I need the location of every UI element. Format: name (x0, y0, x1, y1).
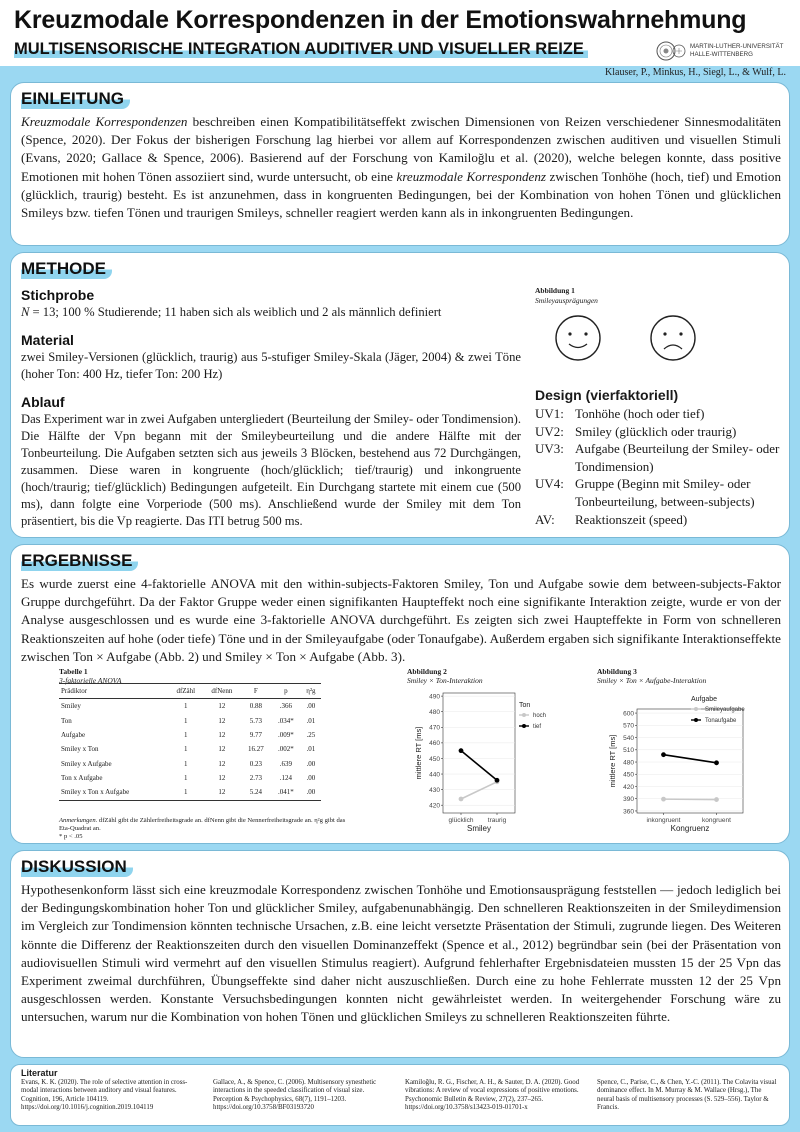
table-cell: .01 (306, 716, 316, 725)
data-point (495, 778, 500, 783)
poster-subtitle: MULTISENSORISCHE INTEGRATION AUDITIVER UND VISUELLER REIZE (14, 40, 588, 59)
ablauf-heading: Ablauf (21, 394, 65, 410)
table-cell: 12 (218, 774, 226, 783)
literatur-heading: Literatur (21, 1068, 58, 1078)
x-tick-label: kongruent (702, 817, 731, 824)
stichprobe-heading: Stichprobe (21, 287, 95, 303)
einleitung-text (21, 113, 781, 222)
legend-marker (522, 724, 526, 728)
col-header: η²g (301, 684, 321, 699)
stichprobe-n: N (21, 305, 30, 319)
x-tick-label: glücklich (448, 817, 474, 824)
smiley-figure (531, 309, 731, 367)
section-diskussion (10, 850, 790, 1058)
table1-caption: 3-faktorielle ANOVA (59, 676, 122, 685)
table-row (59, 728, 321, 742)
y-tick-label: 450 (429, 755, 440, 763)
table-cell: .009* (277, 730, 294, 739)
col-header: dfZähl (169, 684, 203, 699)
design-value: Aufgabe (Beurteilung der Smiley- oder Tondimension) (575, 441, 780, 474)
anova-table (59, 683, 321, 801)
table-cell: .366 (279, 702, 292, 711)
table-cell: .00 (301, 785, 321, 800)
legend-title: Ton (519, 702, 531, 709)
legend-marker (694, 718, 698, 722)
design-item (535, 423, 785, 441)
y-tick-label: 450 (623, 771, 634, 779)
legend-marker (694, 707, 698, 711)
col-header: p (271, 684, 301, 699)
table-cell: .034* (277, 716, 294, 725)
table-cell: 12 (203, 785, 241, 800)
legend-label: hoch (533, 713, 547, 719)
legend-title: Aufgabe (691, 696, 718, 703)
section-einleitung (10, 82, 790, 246)
author-list: Klauser, P., Minkus, H., Siegl, L., & Wulf, L. (605, 67, 786, 78)
design-item (535, 440, 785, 475)
y-tick-label: 420 (429, 802, 440, 810)
table-note-sig: * p < .05 (59, 833, 83, 841)
y-axis-label: mittlere RT [ms] (414, 726, 423, 780)
table-cell: 12 (218, 716, 226, 725)
university-line-1: MARTIN-LUTHER-UNIVERSITÄT (690, 43, 784, 50)
table-cell: .25 (306, 730, 316, 739)
table-cell: 5.24 (241, 785, 271, 800)
design-list (535, 405, 785, 528)
happy-smiley-icon (556, 316, 600, 360)
table-cell: .00 (306, 774, 316, 783)
table-note-em: Anmerkungen. (59, 817, 98, 824)
table-cell: 1 (184, 716, 188, 725)
table-row (59, 771, 321, 785)
reference-item: Evans, K. K. (2020). The role of selective attention in cross-modal interactions between auditory and visual features. Cognition, 196, Article 104119. https://doi.org/10.1016/j.cognition.2019.104119 (21, 1079, 188, 1112)
y-tick-label: 460 (429, 740, 440, 748)
table-cell: 12 (218, 745, 226, 754)
table-cell: .639 (279, 759, 292, 768)
design-key: UV4: (535, 476, 564, 492)
table-cell: .002* (277, 745, 294, 754)
university-line-2: HALLE-WITTENBERG (690, 50, 753, 58)
ergebnisse-heading: ERGEBNISSE (21, 551, 138, 571)
ablauf-text: Das Experiment war in zwei Aufgaben untergliedert (Beurteilung der Smiley- oder Tondimension). Die Hälfte der Vpn begann mit der Smileybeurteilung und die andere Hälfte mit der Tonbeurteilung. Die Aufgaben setzten sich aus jeweils 3 Blöcken, bestehend aus 72 Durchgängen, zusammen. Diese waren in kongruente (hoch/glücklich; tief/traurig) und inkongruente (hoch/traurig; tief/glücklich) Bedingungen aufgeteilt. Ein Durchgang startete mit einem cue (500 ms), dann folgte eine Vorperiode (500 ms). Anschließend wurde der Smiley mit dem Ton präsentiert, bis die Vp reagierte. Das ITI betrug 500 ms. (21, 412, 521, 528)
table-cell: 0.23 (249, 759, 262, 768)
y-tick-label: 440 (429, 771, 440, 779)
table-cell: 1 (184, 745, 188, 754)
figure2-caption: Smiley × Ton-Interaktion (407, 676, 483, 685)
table-cell: Smiley (61, 702, 81, 711)
reference-item: Spence, C., Parise, C., & Chen, Y.-C. (2011). The Colavita visual dominance effect. In M. Murray & M. Wallace (Hrsg.), The neural basis of multisensory processes (S. 529–556). Taylor & Francis. (597, 1079, 777, 1112)
table-cell: Smiley x Ton x Aufgabe (59, 785, 169, 800)
table-cell: 12 (218, 702, 226, 711)
design-item (535, 475, 785, 510)
table-cell: 9.77 (249, 730, 262, 739)
table-row (59, 757, 321, 771)
table-cell: .00 (306, 759, 316, 768)
table-cell: 16.27 (248, 745, 264, 754)
table-cell: 0.88 (249, 702, 262, 711)
legend-marker (522, 713, 526, 717)
y-tick-label: 570 (623, 722, 634, 730)
table-note-text: dfZähl gibt die Zählerfreiheitsgrade an. dfNenn gibt die Nennerfreiheitsgrade an. η²g gibt das Eta-Quadrat an. (59, 817, 346, 833)
diskussion-text: Hypothesenkonform lässt sich eine kreuzmodale Korrespondenz zwischen Tonhöhe und Emotionsausprägung feststellen — jedoch lediglich bei der Bedingungskombination hoher Ton und glücklicher Smiley, aufgabenunabhängig. Den schnelleren Reaktionszeiten in der Smileydimension im Vergleich zur Tondimension könnten technische Ursachen, z.B. eine leicht versetzte Präsentation der Stimuli, zugrunde liegen. Des Weiteren könnte die Differenz der Reaktionszeiten durch den visuellen Dominanzeffekt (Spence et al., 2012) begründbar sein (bei der Präsentation von audiovisuellen Stimuli wird vermehrt auf den visuellen Stimulus reagiert). Aufgrund fehlerhafter Ergebnisdateien mussten 15 der 25 Vpn das Experiment zweimal durchführen, Übungseffekte sind daher nicht auszuschließen. Durch eine zu hohe Fehlerrate mussten 12 der 25 Vpn ausgeschlossen werden. Konstante Versuchsbedingungen konnten nicht gewährleistet werden. In weitergehender Forschung wäre zu untersuchen, warum nur die Kombination von hohen Tönen und glücklichen Smileys zu schnelleren Reaktionszeiten führte. (21, 882, 781, 1025)
table-cell: Aufgabe (61, 730, 86, 739)
table-cell: 1 (184, 730, 188, 739)
einleitung-heading: EINLEITUNG (21, 89, 130, 109)
data-point (714, 797, 719, 802)
section-ergebnisse (10, 544, 790, 844)
data-point (714, 760, 719, 765)
data-point (661, 752, 666, 757)
einleitung-part-2: zwischen Tonhöhe (hoch, tief) und Emotion (glücklich, traurig) besteht. Es ist anzunehmen, dass in kongruenten Bedingungen, bei der Kombination von hohen Tönen und glücklichen Smileys bzw. tiefen Tönen und traurigen Smileys, schneller reagiert werden kann als in inkongruenten Bedingungen. (21, 168, 781, 221)
diskussion-heading: DISKUSSION (21, 857, 133, 877)
legend-label: Tonaufgabe (705, 718, 737, 724)
chart-smiley-ton-aufgabe (593, 687, 773, 839)
data-point (459, 748, 464, 753)
y-tick-label: 480 (429, 709, 440, 717)
table-cell: Smiley x Aufgabe (61, 759, 112, 768)
table-row (59, 742, 321, 756)
table-cell: 1 (184, 759, 188, 768)
einleitung-em-2: kreuzmodale Korrespondenz (396, 168, 547, 184)
reference-item: Kamiloğlu, R. G., Fischer, A. H., & Sauter, D. A. (2020). Good vibrations: A review of vocal expressions of positive emotions. Psychonomic Bulletin & Review, 27(2), 237–265. https://doi.org/10.3758/s13423-019-01701-x (405, 1079, 580, 1112)
table-cell: .00 (306, 702, 316, 711)
data-point (459, 797, 464, 802)
design-item (535, 405, 785, 423)
design-key: UV3: (535, 441, 564, 457)
figure3-caption: Smiley × Ton × Aufgabe-Interaktion (597, 676, 707, 685)
section-literatur (10, 1064, 790, 1126)
x-tick-label: traurig (487, 817, 507, 824)
material-text: zwei Smiley-Versionen (glücklich, traurig) aus 5-stufiger Smiley-Skala (Jäger, 2004) & zwei Töne (hoher Ton: 400 Hz, tiefer Ton: 200 Hz) (21, 350, 521, 381)
x-axis-label: Smiley (466, 824, 492, 833)
table-cell: 1 (184, 774, 188, 783)
y-tick-label: 540 (623, 734, 634, 742)
design-value: Reaktionszeit (speed) (575, 511, 688, 527)
design-item (535, 511, 785, 529)
material-heading: Material (21, 332, 74, 348)
university-name (690, 43, 783, 58)
table-cell: Smiley x Ton (61, 745, 99, 754)
figure2-label: Abbildung 2 (407, 667, 447, 676)
x-tick-label: inkongruent (646, 817, 681, 824)
table-cell: Ton x Aufgabe (61, 774, 103, 783)
chart-smiley-ton (403, 687, 571, 839)
einleitung-part-1: beschreiben einen Kompatibilitätseffekt zwischen Dimensionen von Reizen verschiedener Sinnesmodalitäten (Spence, 2020). Der Fokus der bisherigen Forschung lag hierbei vor allem auf Korrespondenzen zwischen auditiven und visuellen Stimuli (Evans, 2020; Gallace & Spence, 2006). Basierend auf der Forschung von Kamiloğlu et al. (2020), welche belegen konnte, dass positive Emotionen mit hohen Tönen assoziiert sind, wurde untersucht, ob eine (21, 114, 781, 184)
ergebnisse-text: Es wurde zuerst eine 4-faktorielle ANOVA mit den within-subjects-Faktoren Smiley, Ton und Aufgabe sowie dem between-subjects-Faktor Gruppe durchgeführt. Da der Faktor Gruppe weder einen signifikanten Haupteffekt noch eine signifikante Interaktion zeigte, wurde er von der Analyse ausgeschlossen und es wurde eine 3-faktorielle ANOVA durchgeführt. Es zeigten sich zwei Haupteffekte in Form von schnelleren Reaktionszeiten auf hohe (oder tiefe) Töne und in der Smileyaufgabe (oder Tonaufgabe). Außerdem ergaben sich signifikante Interaktionseffekte zwischen Ton × Aufgabe (Abb. 2) und Smiley × Ton × Aufgabe (Abb. 3). (21, 576, 781, 664)
plot-area (443, 693, 515, 813)
table-cell: 2.73 (249, 774, 262, 783)
plot-area (637, 709, 743, 813)
table-cell: 1 (184, 702, 188, 711)
y-tick-label: 360 (623, 808, 634, 816)
table1-label: Tabelle 1 (59, 667, 88, 676)
table-row (59, 713, 321, 727)
design-value: Smiley (glücklich oder traurig) (575, 423, 737, 439)
col-header: dfNenn (203, 684, 241, 699)
table-header-row (59, 684, 321, 699)
y-axis-label: mittlere RT [ms] (608, 734, 617, 788)
design-key: AV: (535, 511, 555, 527)
sad-smiley-icon (651, 316, 695, 360)
y-tick-label: 480 (623, 759, 634, 767)
data-point (661, 797, 666, 802)
table-cell: 12 (218, 759, 226, 768)
methode-heading: METHODE (21, 259, 112, 279)
einleitung-em-1: Kreuzmodale Korrespondenzen (21, 114, 188, 129)
x-axis-label: Kongruenz (670, 824, 710, 833)
reference-item: Gallace, A., & Spence, C. (2006). Multisensory synesthetic interactions in the speeded classification of visual size. Perception & Psychophysics, 68(7), 1191–1203. https://doi.org/10.3758/BF03193720 (213, 1079, 377, 1112)
table-cell: .041* (271, 785, 301, 800)
legend-label: Smileyaufgabe (705, 707, 745, 713)
table-cell: .124 (279, 774, 292, 783)
y-tick-label: 490 (429, 693, 440, 701)
stichprobe-text (21, 304, 521, 321)
y-tick-label: 470 (429, 724, 440, 732)
design-heading: Design (vierfaktoriell) (535, 387, 679, 403)
y-tick-label: 510 (623, 747, 634, 755)
col-header: F (241, 684, 271, 699)
table-cell: Ton (61, 716, 72, 725)
table-row (59, 785, 321, 800)
design-key: UV1: (535, 406, 564, 421)
y-tick-label: 420 (623, 783, 634, 791)
design-key: UV2: (535, 423, 564, 439)
y-tick-label: 600 (623, 710, 634, 718)
table-row (59, 699, 321, 714)
section-methode (10, 252, 790, 538)
y-tick-label: 390 (623, 796, 634, 804)
table-cell: .01 (306, 745, 316, 754)
table-cell: 1 (169, 785, 203, 800)
design-value: Tonhöhe (hoch oder tief) (575, 406, 705, 421)
poster-header (0, 0, 800, 66)
poster-title: Kreuzmodale Korrespondenzen in der Emotionswahrnehmung (14, 6, 747, 34)
table-note (59, 817, 349, 842)
legend-label: tief (533, 724, 542, 730)
figure1-label: Abbildung 1 (535, 286, 575, 295)
figure3-label: Abbildung 3 (597, 667, 637, 676)
stichprobe-value: = 13; 100 % Studierende; 11 haben sich als weiblich und 2 als männlich definiert (29, 305, 442, 319)
table-cell: 12 (218, 730, 226, 739)
figure1-caption: Smileyausprägungen (535, 296, 598, 305)
col-header: Prädiktor (59, 684, 169, 699)
table-cell: 5.73 (249, 716, 262, 725)
y-tick-label: 430 (429, 786, 440, 794)
design-value: Gruppe (Beginn mit Smiley- oder Tonbeurteilung, between-subjects) (575, 476, 755, 509)
university-seal-icon (656, 40, 686, 62)
